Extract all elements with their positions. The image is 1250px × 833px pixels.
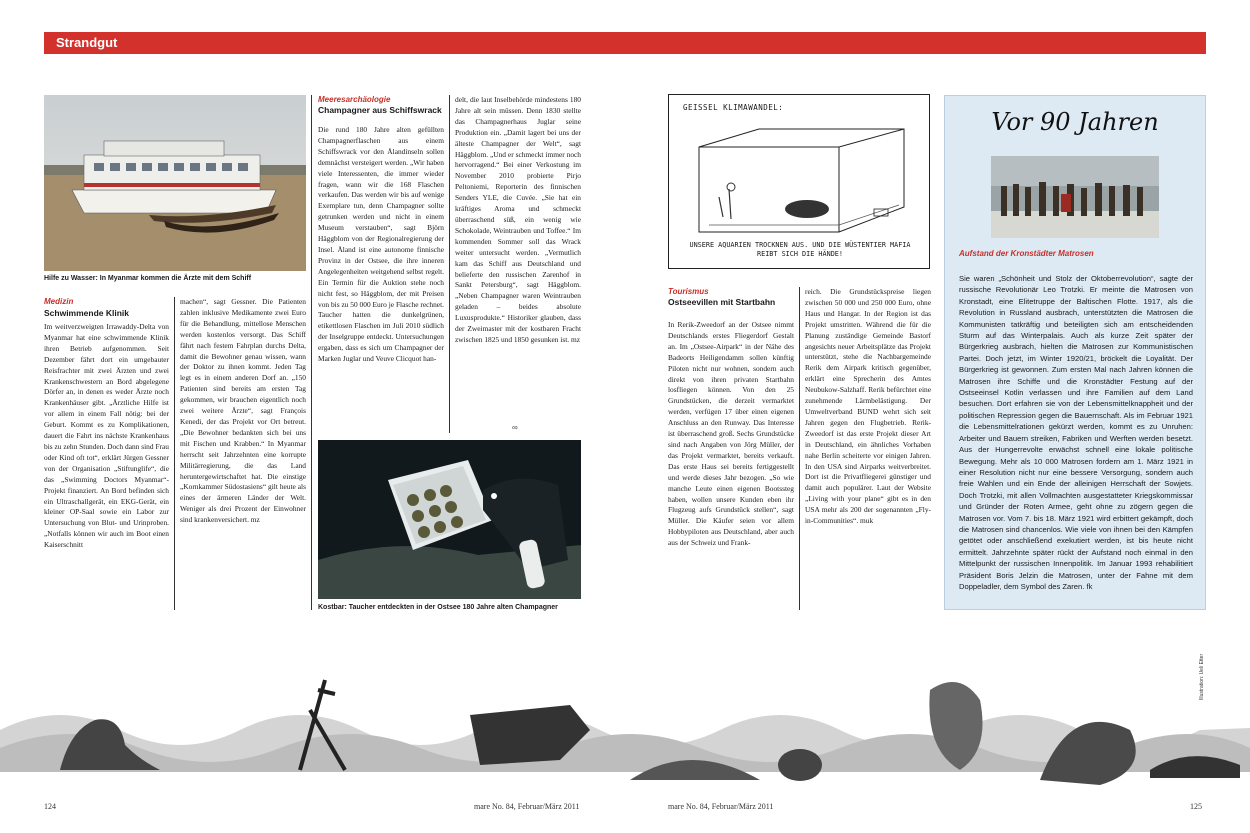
kronstadt-painting (991, 156, 1159, 238)
article-headline: Champagner aus Schiffswrack (318, 105, 442, 115)
aquarium-cartoon (668, 94, 930, 269)
issue-info-left: mare No. 84, Februar/März 2011 (474, 802, 580, 811)
sea-illustration-band (0, 660, 1250, 800)
sidebar-title: Vor 90 Jahren (991, 108, 1159, 136)
ship-photo-caption: Hilfe zu Wasser: In Myanmar kommen die Ärzte mit dem Schiff (44, 275, 252, 282)
end-mark-icon: ∞ (512, 423, 518, 432)
history-sidebar (944, 95, 1206, 610)
article-column: Im weitverzweigten Irrawaddy-Delta von Myanmar hat eine schwimmende Klinik ihren Betrieb aufgenommen. Seit Dezember fährt dort ein umgebauter Reisfrachter mit zwei Ärzten und zwei Krankenschwestern an Bord abgelegene Dörfer an, in denen es weder Ärzte noch Krankenhäuser gibt. „Ärztliche Hilfe ist vor allem in einem Fall nötig: bei der Geburt. Kommt es zu Komplikationen, dauert die Fahrt ins nächste Krankenhaus bis zu zehn Stunden. Doch dann sind Frau oder Kind oft tot“, erklärt Jürgen Gessner von der Organisation „Stiftunglife“, die das „Swimming Doctors Myanmar“-Projekt finanziert. An Bord befinden sich ein Ultraschallgerät, ein EKG-Gerät, ein kleiner OP-Saal sowie ein Labor zur Untersuchung von Blut- und Urinproben. „Notfalls können wir auch im Boot einen Kaiserschnitt (44, 322, 169, 550)
article-column: delt, die laut Inselbehörde mindestens 180 Jahre alt sein müssen. Denn 1830 stellte das Champagnerhaus Juglar seine Produktion ein. „Damit lagert bei uns der älteste Champagner der Welt“, sagt Häggblom. „Und er schmeckt immer noch hervorragend.“ Bei einer Verkostung im November 2010 probierte Pirjo Peltoniemi, Reporterin des finnischen Senders YLE, die Cuvée. „Sie hat ein kräftiges Aroma und schmeckt überraschend süß, ein wenig wie Schokolade, Weintrauben und Toffee.“ Im kommenden Sommer soll das Wrack weiter untersucht werden. „Vermutlich kam das Schiff aus Deutschland und belieferte den russischen Zarenhof in Sankt Petersburg“, sagt Häggblom. „Neben Champagner waren Weintrauben geladen – beides absolute Luxusprodukte.“ Historiker glauben, dass der Zweimaster mit der kostbaren Fracht zwischen 1825 und 1850 gesunken ist. mz (455, 95, 581, 344)
article-column: Die rund 180 Jahre alten gefüllten Champagnerflaschen aus einem Schiffswrack vor den Ålandinseln sollen demnächst versteigert werden. „Wir haben viele Interessenten, die immer wieder fragen, wann wir die 168 Flaschen verkaufen. Das werden wir bis auf wenige Exemplare tun, denn Champagner sollte getrunken werden und nicht in einem Museum verstauben“, sagt Björn Häggblom von der Regionalregierung der Insel. Åland ist eine autonome finnische Provinz in der Ostsee, die ihre inneren Angelegenheiten weitgehend selbst regelt. Ein Termin für die Auktion stehe noch nicht fest, so Häggblom, der mit Preisen von bis zu 50 000 Euro je Flasche rechnet. Taucher hatten die dunkelgrünen, etikettlosen Flaschen im Juli 2010 südlich der Inselgruppe entdeckt. Untersuchungen ergaben, dass es sich um Champagner der Marken Juglar und Veuve Clicquot han- (318, 125, 444, 364)
sidebar-text: Sie waren „Schönheit und Stolz der Oktoberrevolution“, sagte der russische Revolutionär Leo Trotzki. Er meinte die Matrosen von Kronstadt, eine Elitetruppe der Baltischen Flotte. 1917, als die Revolution in Russland ausbrach, unterstützten die Matrosen die Kommunisten tatkräftig und beteiligten sich am entscheidenden Sturm auf das Winterpalais. Auch als kurze Zeit später der Bürgerkrieg ausbrach, hielten die Matrosen zur Kommunistischen Partei. Doch jetzt, im Winter 1920/21, bröckelt die Loyalität. Der Bürgerkrieg ist gewonnen. Zum ersten Mal nach Jahren können die Matrosen ihre Schiffe und die Kronstädter Festung auf der Ostseeinsel Kotlin verlassen und ihre Familien auf dem Land besuchen. Dort erfahren sie von der Lebensmittelknappheit und der politischen Repression gegen die Bauernschaft. Als im Februar 1921 die Lebensmittelrationen gekürzt werden, kommt es zu Unruhen: Arbeiter und Bauern streiken, Fabriken und Werften werden besetzt. Aus der Hungerrevolte erwächst schnell eine lokale politische Bewegung. Mehr als 10 000 Matrosen fordern am 1. März 1921 in einer Resolution nicht nur eine bessere Versorgung, sondern auch freie Wahlen und ein Ende der alleinigen Herrschaft der Sowjets. Doch Trotzki, mit allen Vollmachten ausgestatteter Kriegskommissar und Gründer der Roten Armee, geht ohne zu zögern gegen die Matrosen vor. Vom 7. bis 18. März 1921 wird erbittert gekämpft, doch die Matrosen sind chancenlos. Wie viele von ihnen bei den Kämpfen getötet oder anschließend exekutiert werden, ist bis heute nicht ermittelt. Jahrzehnte später rückt der Aufstand noch einmal in den Mittelpunkt der russischen Innenpolitik. Im Januar 1993 rehabilitiert Präsident Boris Jelzin die Matrosen, unter der Fahne mit dem Doppeladler, dem Symbol des Zaren. fk (959, 274, 1193, 591)
article-column: reich. Die Grundstückspreise liegen zwischen 50 000 und 250 000 Euro, ohne Haus und Hangar. In der Region ist das Projekt umstritten. Während die für die Planung zuständige Gemeinde Bastorf angesichts neuer Arbeitsplätze das Projekt unterstützt, stehe die Nachbargemeinde Rerik dem Airpark kritisch gegenüber, erklärt eine Sprecherin des Amtes Neubukow-Salzhaff. Rerik befürchtet eine zunehmende Lärmbelästigung. Der Umweltverband BUND wehrt sich seit Jahren gegen den Flugbetrieb. Rerik-Zweedorf ist das erste Projekt dieser Art in Deutschland, ein ähnliches Vorhaben nahe Berlin scheiterte vor einigen Jahren. In den USA sind Airparks weitverbreitet. Dort ist die Privatfliegerei günstiger und damit auch populärer. Laut der Website „Living with your plane“ gibt es in den USA mehr als 200 der sogenannten „Fly-in-Communities“. muk (805, 287, 931, 526)
page-number-right: 125 (1190, 802, 1202, 811)
champagne-diver-photo (318, 440, 581, 599)
section-title: Strandgut (56, 35, 118, 50)
column-rule (174, 297, 175, 610)
issue-info-right: mare No. 84, Februar/März 2011 (668, 802, 774, 811)
article-headline: Schwimmende Klinik (44, 308, 130, 318)
illustration-credit: Illustration: Ueli Etter (1199, 653, 1205, 700)
cartoon-title: GEISSEL KLIMAWANDEL: (683, 103, 784, 112)
article-kicker: Medizin (44, 297, 74, 306)
page-number-left: 124 (44, 802, 56, 811)
article-kicker: Tourismus (668, 287, 709, 296)
article-headline: Ostseevillen mit Startbahn (668, 297, 776, 307)
section-header-bar (44, 32, 1206, 54)
cartoon-caption: UNSERE AQUARIEN TROCKNEN AUS. UND DIE WÜSTENTIER MAFIA REIBT SICH DIE HÄNDE! (689, 241, 911, 258)
article-column: In Rerik-Zweedorf an der Ostsee nimmt Deutschlands erstes Fliegerdorf Gestalt an. Im „Ostsee-Airpark“ in der Nähe des Badeorts Heiligendamm sollen künftig Piloten nicht nur wohnen, sondern auch direkt von ihren privaten Startbahn losfliegen können. Von den 25 Grundstücken, die derzeit vermarktet werden, verfügen 17 über einen eigenen Anschluss an den Runway. Das Interesse ist überraschend groß. Sechs Grundstücke sind nach Angaben von Jörg Müller, der das Projekt vermarktet, bereits verkauft. Das erste Haus sei bereits fertiggestellt und werde dieses Jahr bezogen. „So wie manche Leute einen eigenen Bootssteg haben, wollen unsere Kunden eben ihr Flugzeug aufs Grundstück stellen“, sagt Müller. Die Käufer seien vor allem Hobbypiloten aus Deutschland, aber auch aus der Schweiz und Frank- (668, 320, 794, 548)
column-rule (799, 287, 800, 610)
column-rule (449, 95, 450, 433)
diver-photo-caption: Kostbar: Taucher entdeckten in der Ostsee 180 Jahre alten Champagner (318, 604, 558, 611)
sidebar-subtitle: Aufstand der Kronstädter Matrosen (959, 249, 1094, 258)
article-column: machen“, sagt Gessner. Die Patienten zahlen inklusive Medikamente zwei Euro für die Behandlung, mittellose Menschen werden kostenlos versorgt. Das Schiff fährt nach festem Fahrplan durchs Delta, damit die Bewohner genau wissen, wann der Doktor zu ihnen kommt. Jeden Tag legt es in einem anderen Dorf an. „150 Patienten sind bereits am ersten Tag gekommen, wir brauchen eigentlich noch zwei weitere Ärzte“, sagt François Kenedi, der das Projekt vor Ort betreut. „Die Bewohner bedankten sich bei uns mit Fischen und Krabben.“ In Myanmar herrscht seit Jahrzehnten eine korrupte Militärregierung, die das Land heruntergewirtschaftet hat. Die einstige „Kornkammer Südostasiens“ gilt heute als eines der ärmeren Länder der Welt. Weniger als drei Prozent der Einwohner sind krankenversichert. mz (180, 297, 306, 525)
column-rule (311, 95, 312, 610)
myanmar-ship-photo (44, 95, 306, 271)
article-kicker: Meeresarchäologie (318, 95, 391, 104)
